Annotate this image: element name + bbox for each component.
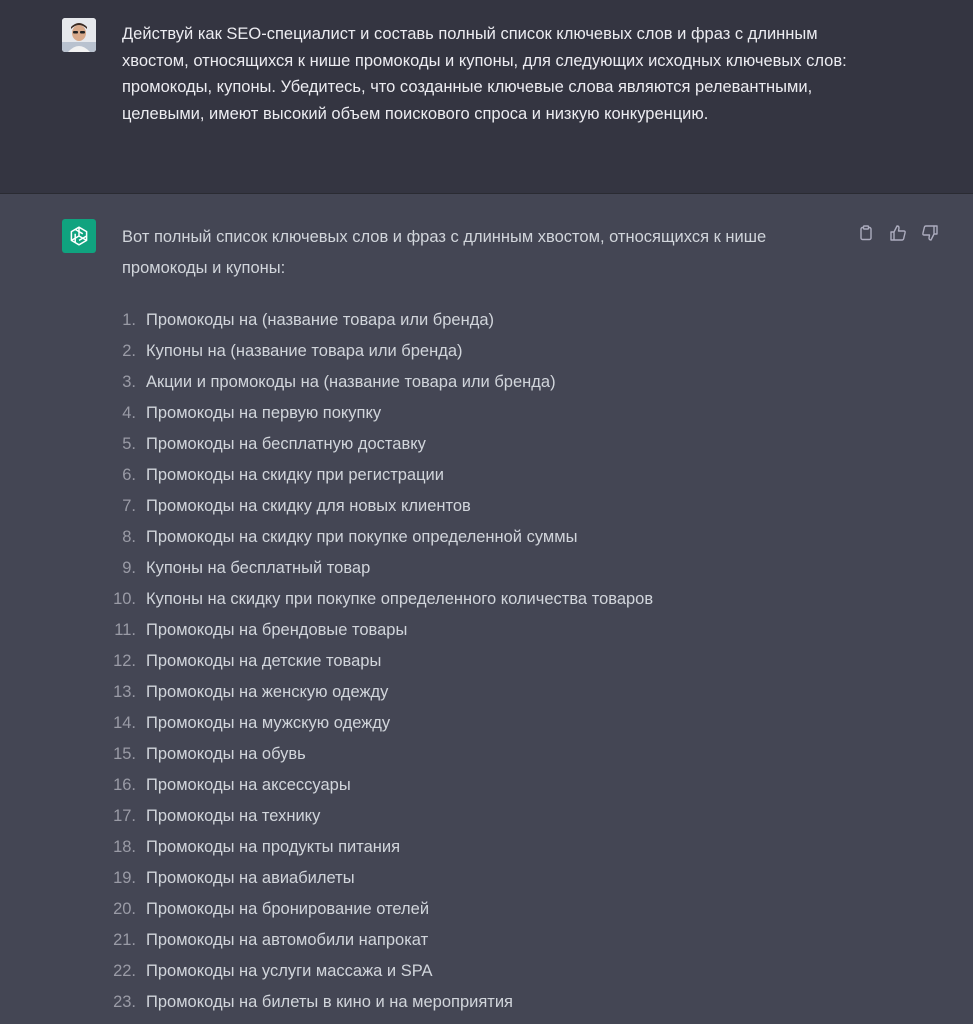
list-item-text: Промокоды на мужскую одежду	[146, 714, 391, 732]
list-item-text: Купоны на скидку при покупке определенного количества товаров	[146, 590, 654, 608]
list-item-text: Купоны на бесплатный товар	[146, 559, 371, 577]
user-message-row	[0, 0, 973, 194]
list-item-number: 15.	[113, 745, 136, 763]
list-item-number: 23.	[113, 993, 136, 1011]
list-item-number: 10.	[113, 590, 136, 608]
list-item-text: Промокоды на детские товары	[146, 652, 382, 670]
keyword-list-item	[100, 615, 900, 646]
list-item-text: Промокоды на (название товара или бренда)	[146, 311, 495, 329]
list-item-text: Промокоды на скидку для новых клиентов	[146, 497, 471, 515]
keyword-list-item	[100, 584, 900, 615]
keyword-list-item	[100, 677, 900, 708]
like-button[interactable]	[887, 222, 909, 244]
list-item-text: Промокоды на аксессуары	[146, 776, 351, 794]
keyword-list-item	[100, 708, 900, 739]
keyword-list-item	[100, 894, 900, 925]
list-item-text: Промокоды на авиабилеты	[146, 869, 355, 887]
assistant-message-row	[0, 194, 973, 1024]
list-item-number: 2.	[122, 342, 136, 360]
thumbs-up-icon	[889, 224, 907, 242]
list-item-number: 7.	[122, 497, 136, 515]
list-item-text: Промокоды на билеты в кино и на мероприятия	[146, 993, 513, 1011]
list-item-text: Промокоды на брендовые товары	[146, 621, 408, 639]
keyword-list	[100, 305, 900, 1018]
list-item-number: 12.	[113, 652, 136, 670]
keyword-list-item	[100, 460, 900, 491]
keyword-list-item	[100, 522, 900, 553]
keyword-list-item	[100, 429, 900, 460]
list-item-number: 22.	[113, 962, 136, 980]
list-item-text: Промокоды на автомобили напрокат	[146, 931, 429, 949]
list-item-number: 18.	[113, 838, 136, 856]
thumbs-down-icon	[921, 224, 939, 242]
assistant-intro-text: Вот полный список ключевых слов и фраз с длинным хвостом, относящихся к нише промокоды и купоны:	[122, 228, 767, 277]
list-item-text: Акции и промокоды на (название товара или бренда)	[146, 373, 556, 391]
keyword-list-item	[100, 491, 900, 522]
list-item-number: 3.	[122, 373, 136, 391]
dislike-button[interactable]	[919, 222, 941, 244]
list-item-text: Промокоды на бесплатную доставку	[146, 435, 426, 453]
keyword-list-item	[100, 553, 900, 584]
keyword-list-item	[100, 398, 900, 429]
list-item-text: Промокоды на скидку при регистрации	[146, 466, 444, 484]
clipboard-icon	[858, 225, 874, 241]
list-item-number: 6.	[122, 466, 136, 484]
list-item-text: Промокоды на скидку при покупке определенной суммы	[146, 528, 578, 546]
keyword-list-item	[100, 305, 900, 336]
copy-button[interactable]	[855, 222, 877, 244]
keyword-list-item	[100, 336, 900, 367]
keyword-list-item	[100, 863, 900, 894]
list-item-text: Купоны на (название товара или бренда)	[146, 342, 463, 360]
openai-logo-icon	[67, 224, 91, 248]
list-item-number: 5.	[122, 435, 136, 453]
keyword-list-item	[100, 925, 900, 956]
keyword-list-item	[100, 832, 900, 863]
user-message-text: Действуй как SEO-специалист и составь полный список ключевых слов и фраз с длинным хвостом, относящихся к нише промокоды и купоны, для следующих исходных ключевых слов: промокоды, купоны. Убедитесь, что созданные ключевые слова являются релевантными, целевыми, имеют высокий объем поискового спроса и низкую конкуренцию.	[122, 25, 847, 123]
list-item-text: Промокоды на женскую одежду	[146, 683, 389, 701]
list-item-text: Промокоды на обувь	[146, 745, 306, 763]
user-avatar-image	[62, 18, 96, 52]
list-item-text: Промокоды на первую покупку	[146, 404, 382, 422]
assistant-avatar	[62, 219, 96, 253]
keyword-list-item	[100, 646, 900, 677]
list-item-text: Промокоды на технику	[146, 807, 321, 825]
keyword-list-item	[100, 367, 900, 398]
list-item-number: 16.	[113, 776, 136, 794]
list-item-text: Промокоды на продукты питания	[146, 838, 401, 856]
list-item-number: 21.	[113, 931, 136, 949]
list-item-number: 13.	[113, 683, 136, 701]
list-item-number: 20.	[113, 900, 136, 918]
list-item-number: 17.	[113, 807, 136, 825]
keyword-list-item	[100, 801, 900, 832]
list-item-number: 11.	[114, 621, 136, 639]
list-item-number: 9.	[122, 559, 136, 577]
list-item-number: 8.	[122, 528, 136, 546]
keyword-list-item	[100, 956, 900, 987]
message-actions	[855, 222, 941, 244]
keyword-list-item	[100, 770, 900, 801]
list-item-number: 1.	[122, 311, 136, 329]
list-item-number: 19.	[113, 869, 136, 887]
list-item-number: 4.	[122, 404, 136, 422]
list-item-text: Промокоды на услуги массажа и SPA	[146, 962, 433, 980]
user-avatar	[62, 18, 96, 52]
keyword-list-item	[100, 739, 900, 770]
list-item-text: Промокоды на бронирование отелей	[146, 900, 430, 918]
keyword-list-item	[100, 987, 900, 1018]
list-item-number: 14.	[113, 714, 136, 732]
